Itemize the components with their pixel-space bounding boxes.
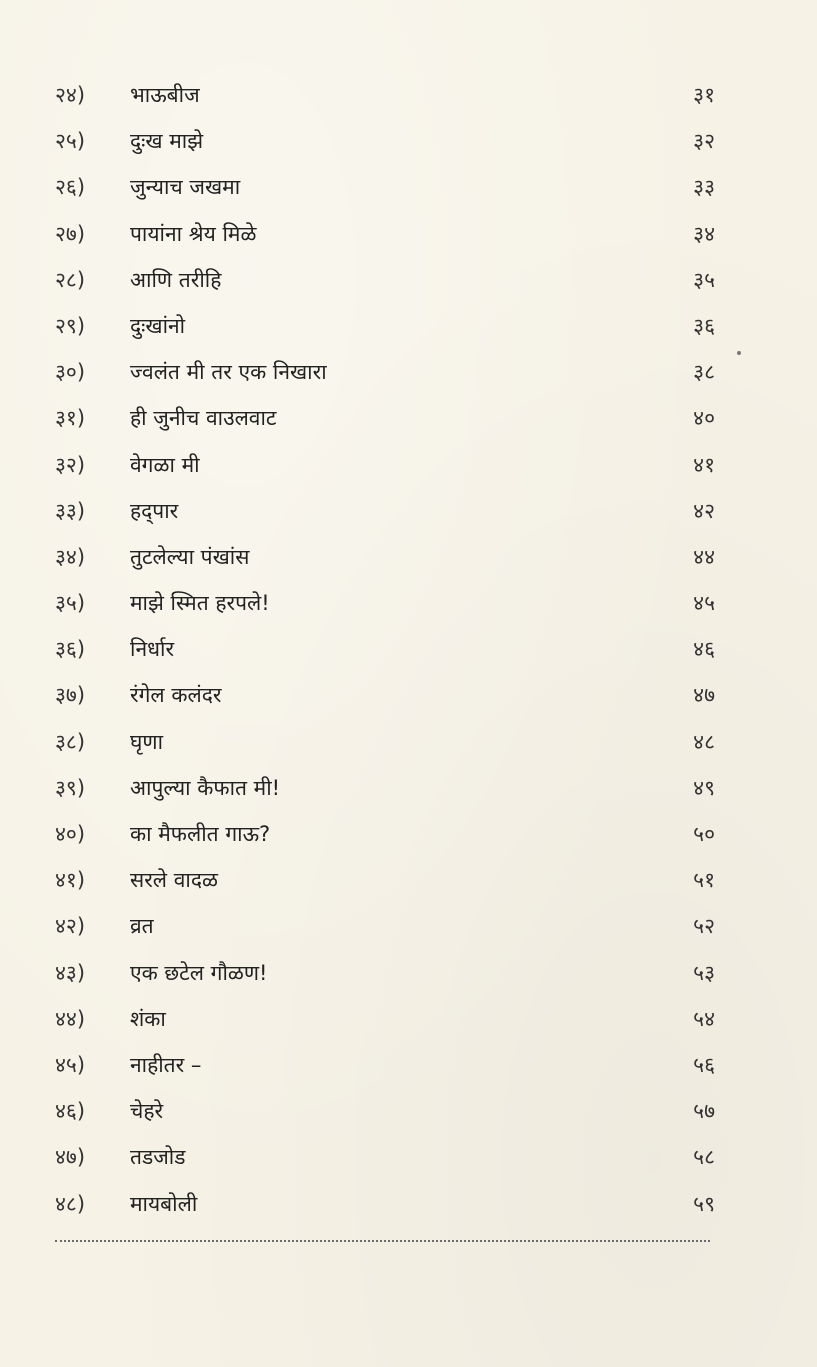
toc-entry bbox=[0, 257, 817, 303]
entry-number: ४६) bbox=[55, 1099, 86, 1124]
entry-number: ४७) bbox=[55, 1145, 86, 1170]
toc-entry bbox=[0, 72, 817, 118]
entry-number: ३९) bbox=[55, 775, 86, 800]
toc-entry bbox=[0, 857, 817, 903]
toc-entry bbox=[0, 211, 817, 257]
entry-number: २५) bbox=[55, 129, 86, 154]
entry-page-number: ५८ bbox=[693, 1145, 715, 1170]
entry-title: व्रत bbox=[130, 914, 154, 939]
entry-page-number: ३५ bbox=[693, 267, 715, 292]
entry-title: वेगळा मी bbox=[130, 452, 200, 477]
entry-number: ३५) bbox=[55, 591, 86, 616]
entry-page-number: ३१ bbox=[693, 83, 715, 107]
toc-entry bbox=[0, 811, 817, 857]
entry-page-number: ५३ bbox=[693, 960, 715, 985]
entry-page-number: ४८ bbox=[693, 729, 715, 754]
entry-title: दुःख माझे bbox=[130, 129, 204, 154]
entry-number: २७) bbox=[55, 221, 86, 246]
table-of-contents bbox=[0, 72, 817, 1227]
entry-page-number: ५४ bbox=[693, 1006, 715, 1031]
entry-title: शंका bbox=[130, 1006, 166, 1031]
toc-entry bbox=[0, 534, 817, 580]
toc-entry bbox=[0, 765, 817, 811]
entry-page-number: ५६ bbox=[693, 1052, 715, 1077]
entry-number: २४) bbox=[55, 83, 86, 107]
toc-entry bbox=[0, 950, 817, 996]
toc-entry bbox=[0, 164, 817, 210]
entry-title: माझे स्मित हरपले! bbox=[130, 591, 270, 616]
entry-number: ३६) bbox=[55, 637, 86, 662]
entry-title: पायांना श्रेय मिळे bbox=[130, 221, 257, 246]
entry-number: ३१) bbox=[55, 406, 86, 431]
entry-title: तडजोड bbox=[130, 1145, 186, 1170]
toc-entry bbox=[0, 996, 817, 1042]
entry-title: भाऊबीज bbox=[130, 83, 200, 107]
entry-page-number: ३२ bbox=[693, 129, 715, 154]
toc-entry bbox=[0, 580, 817, 626]
toc-entry bbox=[0, 488, 817, 534]
toc-entry bbox=[0, 672, 817, 718]
entry-number: २८) bbox=[55, 267, 86, 292]
entry-title: रंगेल कलंदर bbox=[130, 683, 222, 708]
entry-title: चेहरे bbox=[130, 1099, 164, 1124]
toc-entry bbox=[0, 1134, 817, 1180]
entry-number: ४५) bbox=[55, 1052, 86, 1077]
entry-title: एक छटेल गौळण! bbox=[130, 960, 268, 985]
entry-page-number: ४२ bbox=[693, 498, 715, 523]
entry-title: दुःखांनो bbox=[130, 313, 186, 338]
entry-page-number: ३३ bbox=[693, 175, 715, 200]
entry-number: ४८) bbox=[55, 1191, 86, 1216]
entry-page-number: ४७ bbox=[693, 683, 715, 708]
entry-page-number: ४४ bbox=[693, 544, 715, 569]
entry-page-number: ५१ bbox=[693, 868, 715, 893]
entry-number: ३८) bbox=[55, 729, 86, 754]
entry-number: ३७) bbox=[55, 683, 86, 708]
toc-entry bbox=[0, 1042, 817, 1088]
toc-entry bbox=[0, 903, 817, 949]
entry-page-number: ४९ bbox=[693, 775, 715, 800]
toc-entry bbox=[0, 349, 817, 395]
entry-title: का मैफलीत गाऊ? bbox=[130, 822, 271, 846]
entry-title: हद्पार bbox=[130, 498, 179, 523]
toc-entry bbox=[0, 626, 817, 672]
entry-number: २६) bbox=[55, 175, 86, 200]
entry-title: घृणा bbox=[130, 729, 164, 754]
entry-title: मायबोली bbox=[130, 1191, 198, 1216]
dotted-divider bbox=[55, 1240, 710, 1242]
entry-number: ४२) bbox=[55, 914, 86, 939]
entry-page-number: ३६ bbox=[693, 313, 715, 338]
entry-number: ३२) bbox=[55, 452, 86, 477]
entry-page-number: ५९ bbox=[693, 1191, 715, 1216]
toc-entry bbox=[0, 1088, 817, 1134]
toc-entry bbox=[0, 118, 817, 164]
entry-number: ३०) bbox=[55, 360, 86, 385]
entry-page-number: ५२ bbox=[693, 914, 715, 939]
entry-number: ४१) bbox=[55, 868, 86, 893]
entry-number: ४०) bbox=[55, 822, 86, 846]
entry-page-number: ४५ bbox=[693, 591, 715, 616]
ink-speck bbox=[737, 351, 741, 355]
entry-number: २९) bbox=[55, 313, 86, 338]
entry-title: आपुल्या कैफात मी! bbox=[130, 775, 281, 800]
entry-title: नाहीतर – bbox=[130, 1052, 202, 1077]
entry-title: आणि तरीहि bbox=[130, 267, 222, 292]
entry-title: ज्वलंत मी तर एक निखारा bbox=[130, 360, 327, 385]
entry-page-number: ४६ bbox=[693, 637, 715, 662]
entry-number: ४४) bbox=[55, 1006, 86, 1031]
entry-page-number: ५७ bbox=[693, 1099, 715, 1124]
entry-page-number: ४१ bbox=[693, 452, 715, 477]
entry-title: तुटलेल्या पंखांस bbox=[130, 544, 250, 569]
entry-number: ३३) bbox=[55, 498, 86, 523]
toc-entry bbox=[0, 442, 817, 488]
entry-number: ३४) bbox=[55, 544, 86, 569]
toc-entry bbox=[0, 395, 817, 441]
toc-entry bbox=[0, 719, 817, 765]
entry-title: सरले वादळ bbox=[130, 868, 218, 893]
entry-number: ४३) bbox=[55, 960, 86, 985]
toc-entry bbox=[0, 1181, 817, 1227]
entry-page-number: ३८ bbox=[693, 360, 715, 385]
entry-page-number: ४० bbox=[693, 406, 715, 431]
entry-page-number: ३४ bbox=[693, 221, 715, 246]
entry-title: जुन्याच जखमा bbox=[130, 175, 241, 200]
toc-entry bbox=[0, 303, 817, 349]
entry-page-number: ५० bbox=[693, 822, 715, 846]
entry-title: ही जुनीच वाउलवाट bbox=[130, 406, 277, 431]
entry-title: निर्धार bbox=[130, 637, 175, 662]
